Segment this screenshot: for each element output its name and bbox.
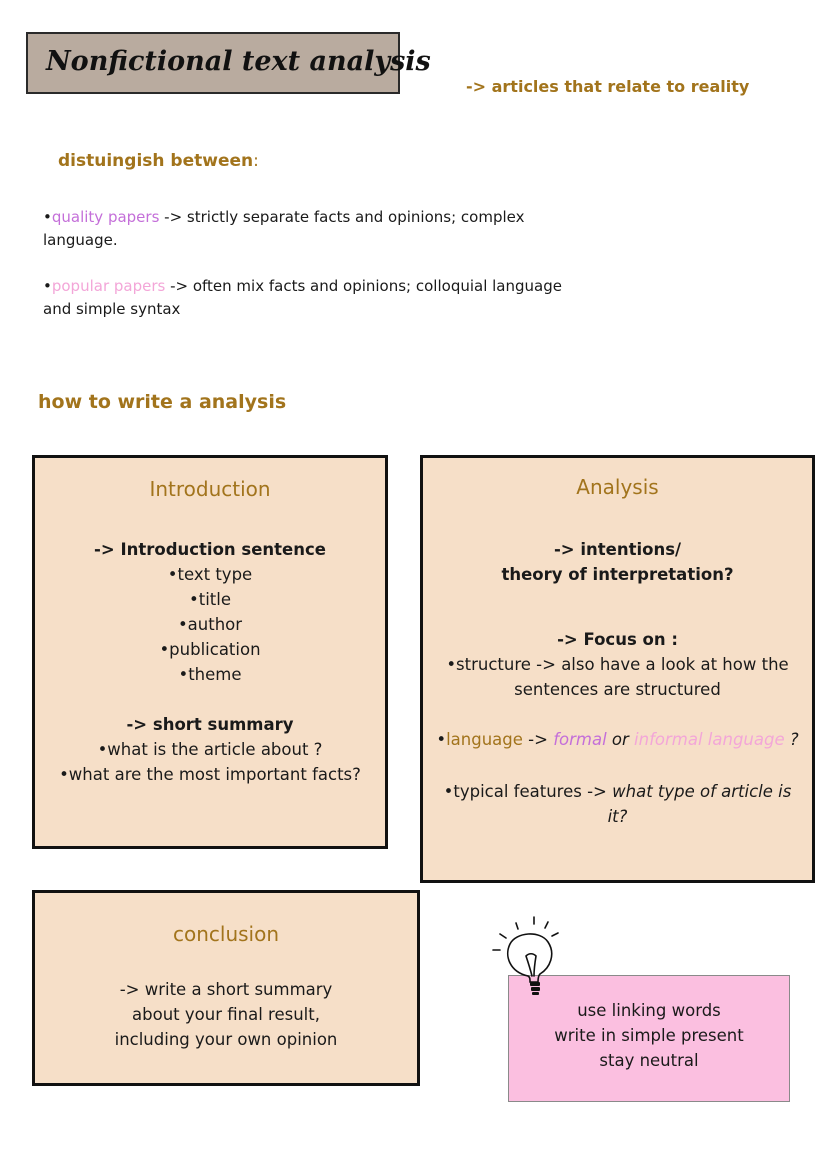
- tip-line: stay neutral: [599, 1051, 699, 1070]
- title-box: [26, 32, 431, 94]
- popular-papers-item: [43, 275, 603, 321]
- summary-item: •what are the most important facts?: [59, 765, 361, 784]
- spacer: [431, 587, 804, 627]
- question-mark: ?: [784, 730, 799, 749]
- summary-heading: -> short summary: [126, 715, 294, 734]
- or-word: or: [606, 730, 635, 749]
- popular-papers-desc: -> often mix facts and opinions; colloquial language: [165, 277, 562, 295]
- spacer: [431, 702, 804, 727]
- lightbulb-icon: [488, 916, 568, 1006]
- conclusion-card: [32, 890, 420, 1086]
- focus-heading: -> Focus on :: [557, 630, 678, 649]
- intro-item: •text type: [167, 565, 253, 584]
- intentions-heading-2: theory of interpretation?: [501, 565, 734, 584]
- spacer: [431, 752, 804, 779]
- introduction-card: [32, 455, 388, 849]
- popular-papers-term: popular papers: [51, 277, 166, 295]
- page-title: Nonfictional text analysis: [46, 46, 431, 77]
- bullet: •: [43, 208, 52, 226]
- analysis-card: [420, 455, 815, 883]
- conclusion-line: -> write a short summary: [119, 980, 333, 999]
- intro-item: •title: [189, 590, 231, 609]
- structure-item: •structure -> also have a look at how the: [446, 655, 789, 674]
- quality-papers-item: [43, 206, 603, 252]
- tagline: -> articles that relate to reality: [466, 77, 750, 96]
- intro-item: •theme: [178, 665, 242, 684]
- distinguish-label: distuingish between: [58, 151, 254, 171]
- intro-item: •author: [177, 615, 243, 634]
- language-term: language: [446, 730, 523, 749]
- tip-line: use linking words: [577, 1001, 721, 1020]
- spacer: [35, 687, 385, 712]
- quality-papers-term: quality papers: [51, 208, 160, 226]
- informal-term: informal language: [634, 730, 785, 749]
- arrow: ->: [522, 730, 554, 749]
- bullet: •: [43, 277, 52, 295]
- intro-item: •publication: [159, 640, 261, 659]
- howto-heading: how to write a analysis: [38, 391, 287, 413]
- summary-item: •what is the article about ?: [97, 740, 323, 759]
- tip-line: write in simple present: [554, 1026, 744, 1045]
- quality-papers-desc-2: language.: [43, 231, 118, 249]
- conclusion-line: about your final result,: [132, 1005, 320, 1024]
- conclusion-title: conclusion: [172, 922, 280, 946]
- quality-papers-desc: -> strictly separate facts and opinions; complex: [159, 208, 525, 226]
- features-question-2: it?: [607, 807, 628, 826]
- popular-papers-desc-2: and simple syntax: [43, 300, 181, 318]
- features-prefix: •typical features ->: [443, 782, 613, 801]
- conclusion-line: including your own opinion: [114, 1030, 338, 1049]
- language-item: [431, 727, 804, 752]
- analysis-title: Analysis: [576, 475, 659, 499]
- features-question: what type of article is: [612, 782, 792, 801]
- bullet: •: [436, 730, 447, 749]
- intentions-heading: -> intentions/: [553, 540, 682, 559]
- distinguish-colon: :: [253, 151, 259, 171]
- formal-term: formal: [553, 730, 607, 749]
- distinguish-heading: [58, 151, 259, 171]
- features-item: [431, 779, 804, 804]
- introduction-title: Introduction: [149, 477, 271, 501]
- intro-heading: -> Introduction sentence: [94, 540, 326, 559]
- structure-item-2: sentences are structured: [514, 680, 721, 699]
